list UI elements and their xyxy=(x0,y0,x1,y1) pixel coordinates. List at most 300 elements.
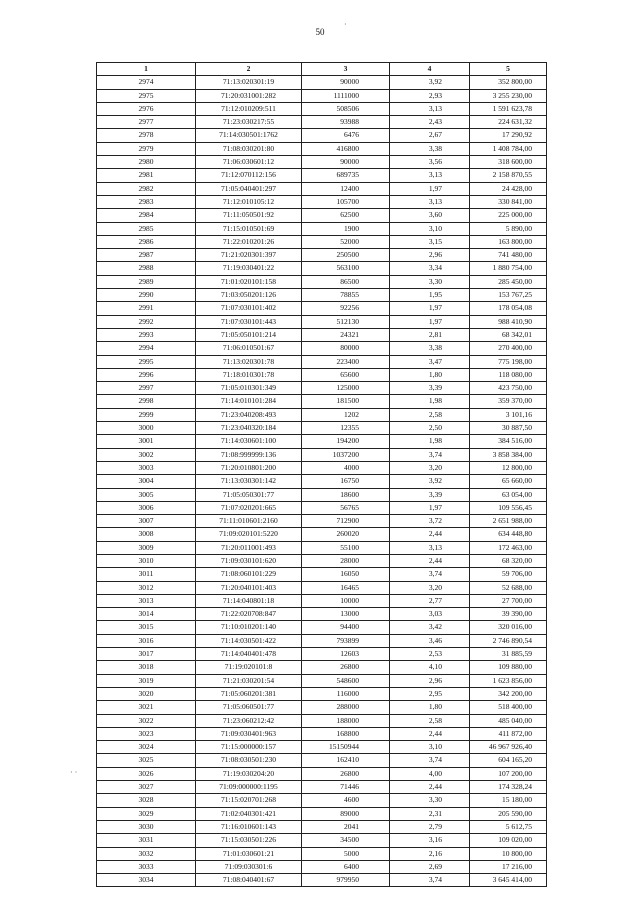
row-number-cell: 2999 xyxy=(97,408,196,421)
row-number-cell: 2974 xyxy=(97,76,196,89)
table-row xyxy=(97,275,547,288)
row-number-cell: 2977 xyxy=(97,116,196,129)
cadastral-number-cell: 71:15:030501:226 xyxy=(196,834,302,847)
cadastral-number-cell: 71:14:030501:1762 xyxy=(196,129,302,142)
value-cell: 31 885,59 xyxy=(470,648,547,661)
row-number-cell: 2992 xyxy=(97,315,196,328)
rate-cell: 2,95 xyxy=(390,687,470,700)
column-header-5: 5 xyxy=(470,63,547,76)
table-row xyxy=(97,368,547,381)
row-number-cell: 3025 xyxy=(97,754,196,767)
row-number-cell: 2985 xyxy=(97,222,196,235)
rate-cell: 3,39 xyxy=(390,488,470,501)
area-cell: 92256 xyxy=(302,302,390,315)
area-cell: 13000 xyxy=(302,608,390,621)
rate-cell: 3,30 xyxy=(390,275,470,288)
area-cell: 6400 xyxy=(302,860,390,873)
cadastral-number-cell: 71:22:020708:847 xyxy=(196,608,302,621)
rate-cell: 3,34 xyxy=(390,262,470,275)
value-cell: 604 165,20 xyxy=(470,754,547,767)
area-cell: 71446 xyxy=(302,781,390,794)
row-number-cell: 2990 xyxy=(97,289,196,302)
value-cell: 285 450,00 xyxy=(470,275,547,288)
area-cell: 24321 xyxy=(302,328,390,341)
area-cell: 416800 xyxy=(302,142,390,155)
rate-cell: 2,44 xyxy=(390,554,470,567)
table-row xyxy=(97,581,547,594)
rate-cell: 3,03 xyxy=(390,608,470,621)
value-cell: 634 448,80 xyxy=(470,528,547,541)
row-number-cell: 3001 xyxy=(97,435,196,448)
rate-cell: 2,58 xyxy=(390,714,470,727)
rate-cell: 4,10 xyxy=(390,661,470,674)
value-cell: 107 200,00 xyxy=(470,767,547,780)
cadastral-number-cell: 71:07:030101:402 xyxy=(196,302,302,315)
row-number-cell: 3006 xyxy=(97,501,196,514)
row-number-cell: 3020 xyxy=(97,687,196,700)
row-number-cell: 2983 xyxy=(97,195,196,208)
rate-cell: 2,81 xyxy=(390,328,470,341)
cadastral-number-cell: 71:05:010301:349 xyxy=(196,382,302,395)
cadastral-number-cell: 71:14:040401:478 xyxy=(196,648,302,661)
table-row xyxy=(97,834,547,847)
row-number-cell: 2976 xyxy=(97,102,196,115)
row-number-cell: 2980 xyxy=(97,156,196,169)
area-cell: 512130 xyxy=(302,315,390,328)
table-row xyxy=(97,608,547,621)
area-cell: 93988 xyxy=(302,116,390,129)
row-number-cell: 3018 xyxy=(97,661,196,674)
table-row xyxy=(97,222,547,235)
table-row xyxy=(97,727,547,740)
area-cell: 250500 xyxy=(302,249,390,262)
rate-cell: 1,95 xyxy=(390,289,470,302)
value-cell: 5 890,00 xyxy=(470,222,547,235)
cadastral-number-cell: 71:06:030601:12 xyxy=(196,156,302,169)
value-cell: 39 390,00 xyxy=(470,608,547,621)
rate-cell: 2,53 xyxy=(390,648,470,661)
rate-cell: 4,00 xyxy=(390,767,470,780)
row-number-cell: 2987 xyxy=(97,249,196,262)
cadastral-number-cell: 71:23:030217:55 xyxy=(196,116,302,129)
row-number-cell: 3022 xyxy=(97,714,196,727)
table-row xyxy=(97,342,547,355)
value-cell: 411 872,00 xyxy=(470,727,547,740)
row-number-cell: 3004 xyxy=(97,475,196,488)
table-row xyxy=(97,448,547,461)
row-number-cell: 2979 xyxy=(97,142,196,155)
rate-cell: 2,43 xyxy=(390,116,470,129)
value-cell: 2 746 890,54 xyxy=(470,634,547,647)
rate-cell: 2,44 xyxy=(390,781,470,794)
table-row xyxy=(97,674,547,687)
rate-cell: 3,13 xyxy=(390,102,470,115)
cadastral-number-cell: 71:07:020201:665 xyxy=(196,501,302,514)
cadastral-number-cell: 71:14:030601:100 xyxy=(196,435,302,448)
row-number-cell: 3016 xyxy=(97,634,196,647)
row-number-cell: 3014 xyxy=(97,608,196,621)
rate-cell: 2,58 xyxy=(390,408,470,421)
row-number-cell: 2998 xyxy=(97,395,196,408)
cadastral-number-cell: 71:14:010101:284 xyxy=(196,395,302,408)
rate-cell: 3,20 xyxy=(390,581,470,594)
rate-cell: 2,44 xyxy=(390,727,470,740)
column-header-1: 1 xyxy=(97,63,196,76)
area-cell: 62500 xyxy=(302,209,390,222)
value-cell: 775 198,00 xyxy=(470,355,547,368)
table-row xyxy=(97,501,547,514)
rate-cell: 3,39 xyxy=(390,382,470,395)
rate-cell: 1,98 xyxy=(390,435,470,448)
value-cell: 63 054,00 xyxy=(470,488,547,501)
table-row xyxy=(97,355,547,368)
value-cell: 225 000,00 xyxy=(470,209,547,222)
table-row xyxy=(97,554,547,567)
row-number-cell: 3017 xyxy=(97,648,196,661)
row-number-cell: 3019 xyxy=(97,674,196,687)
value-cell: 518 400,00 xyxy=(470,701,547,714)
table-row xyxy=(97,156,547,169)
area-cell: 34500 xyxy=(302,834,390,847)
area-cell: 260020 xyxy=(302,528,390,541)
cadastral-number-cell: 71:21:030201:54 xyxy=(196,674,302,687)
cadastral-number-cell: 71:19:030204:20 xyxy=(196,767,302,780)
table-row xyxy=(97,767,547,780)
table-row xyxy=(97,382,547,395)
table-row xyxy=(97,528,547,541)
value-cell: 68 320,00 xyxy=(470,554,547,567)
row-number-cell: 2997 xyxy=(97,382,196,395)
area-cell: 10000 xyxy=(302,594,390,607)
cadastral-number-cell: 71:19:020101:8 xyxy=(196,661,302,674)
row-number-cell: 3028 xyxy=(97,794,196,807)
area-cell: 52000 xyxy=(302,235,390,248)
area-cell: 65600 xyxy=(302,368,390,381)
table-row xyxy=(97,820,547,833)
value-cell: 27 700,00 xyxy=(470,594,547,607)
row-number-cell: 3000 xyxy=(97,422,196,435)
row-number-cell: 3009 xyxy=(97,541,196,554)
row-number-cell: 2996 xyxy=(97,368,196,381)
table-row xyxy=(97,249,547,262)
row-number-cell: 3026 xyxy=(97,767,196,780)
area-cell: 56765 xyxy=(302,501,390,514)
rate-cell: 2,50 xyxy=(390,422,470,435)
row-number-cell: 3003 xyxy=(97,461,196,474)
cadastral-number-cell: 71:23:060212:42 xyxy=(196,714,302,727)
area-cell: 94400 xyxy=(302,621,390,634)
table-row xyxy=(97,169,547,182)
column-header-3: 3 xyxy=(302,63,390,76)
table-row xyxy=(97,701,547,714)
cadastral-number-cell: 71:09:030101:620 xyxy=(196,554,302,567)
cadastral-number-cell: 71:08:060101:229 xyxy=(196,568,302,581)
cadastral-number-cell: 71:14:040801:18 xyxy=(196,594,302,607)
cadastral-number-cell: 71:09:030401:963 xyxy=(196,727,302,740)
table-row xyxy=(97,714,547,727)
column-header-4: 4 xyxy=(390,63,470,76)
cadastral-number-cell: 71:14:030501:422 xyxy=(196,634,302,647)
row-number-cell: 2993 xyxy=(97,328,196,341)
area-cell: 689735 xyxy=(302,169,390,182)
row-number-cell: 3024 xyxy=(97,741,196,754)
cadastral-number-cell: 71:21:020301:397 xyxy=(196,249,302,262)
rate-cell: 1,97 xyxy=(390,315,470,328)
data-table xyxy=(96,62,547,887)
table-row xyxy=(97,262,547,275)
table-row xyxy=(97,102,547,115)
value-cell: 5 612,75 xyxy=(470,820,547,833)
area-cell: 1111000 xyxy=(302,89,390,102)
table-header-row xyxy=(97,63,547,76)
rate-cell: 3,92 xyxy=(390,76,470,89)
rate-cell: 2,96 xyxy=(390,674,470,687)
table-row xyxy=(97,661,547,674)
scan-mark: · xyxy=(344,20,347,29)
area-cell: 223400 xyxy=(302,355,390,368)
value-cell: 178 054,08 xyxy=(470,302,547,315)
value-cell: 741 480,00 xyxy=(470,249,547,262)
row-number-cell: 3023 xyxy=(97,727,196,740)
table-row xyxy=(97,209,547,222)
cadastral-number-cell: 71:19:030401:22 xyxy=(196,262,302,275)
cadastral-number-cell: 71:02:040301:421 xyxy=(196,807,302,820)
table-row xyxy=(97,129,547,142)
cadastral-number-cell: 71:03:050201:126 xyxy=(196,289,302,302)
rate-cell: 3,13 xyxy=(390,195,470,208)
rate-cell: 1,97 xyxy=(390,501,470,514)
area-cell: 26800 xyxy=(302,767,390,780)
rate-cell: 2,16 xyxy=(390,847,470,860)
value-cell: 17 290,92 xyxy=(470,129,547,142)
row-number-cell: 3013 xyxy=(97,594,196,607)
rate-cell: 3,56 xyxy=(390,156,470,169)
rate-cell: 3,15 xyxy=(390,235,470,248)
value-cell: 224 631,32 xyxy=(470,116,547,129)
rate-cell: 3,13 xyxy=(390,169,470,182)
cadastral-number-cell: 71:05:060201:381 xyxy=(196,687,302,700)
area-cell: 288000 xyxy=(302,701,390,714)
rate-cell: 3,42 xyxy=(390,621,470,634)
table-row xyxy=(97,741,547,754)
value-cell: 46 967 926,40 xyxy=(470,741,547,754)
area-cell: 28000 xyxy=(302,554,390,567)
area-cell: 15150944 xyxy=(302,741,390,754)
rate-cell: 3,38 xyxy=(390,142,470,155)
row-number-cell: 2986 xyxy=(97,235,196,248)
rate-cell: 3,47 xyxy=(390,355,470,368)
table-row xyxy=(97,754,547,767)
area-cell: 181500 xyxy=(302,395,390,408)
row-number-cell: 3033 xyxy=(97,860,196,873)
area-cell: 86500 xyxy=(302,275,390,288)
table-row xyxy=(97,422,547,435)
area-cell: 16750 xyxy=(302,475,390,488)
rate-cell: 3,30 xyxy=(390,794,470,807)
value-cell: 65 660,00 xyxy=(470,475,547,488)
row-number-cell: 3029 xyxy=(97,807,196,820)
table-row xyxy=(97,648,547,661)
table-row xyxy=(97,687,547,700)
area-cell: 90000 xyxy=(302,76,390,89)
row-number-cell: 3007 xyxy=(97,515,196,528)
row-number-cell: 2991 xyxy=(97,302,196,315)
value-cell: 172 463,00 xyxy=(470,541,547,554)
table-row xyxy=(97,142,547,155)
rate-cell: 2,96 xyxy=(390,249,470,262)
row-number-cell: 2989 xyxy=(97,275,196,288)
value-cell: 1 408 784,00 xyxy=(470,142,547,155)
rate-cell: 3,16 xyxy=(390,834,470,847)
table-row xyxy=(97,328,547,341)
value-cell: 3 255 230,00 xyxy=(470,89,547,102)
cadastral-number-cell: 71:08:040401:67 xyxy=(196,874,302,887)
table-row xyxy=(97,781,547,794)
cadastral-number-cell: 71:15:000000:157 xyxy=(196,741,302,754)
rate-cell: 3,74 xyxy=(390,448,470,461)
table-row xyxy=(97,488,547,501)
value-cell: 1 623 856,00 xyxy=(470,674,547,687)
table-row xyxy=(97,235,547,248)
cadastral-number-cell: 71:10:010201:140 xyxy=(196,621,302,634)
area-cell: 105700 xyxy=(302,195,390,208)
value-cell: 352 800,00 xyxy=(470,76,547,89)
area-cell: 188000 xyxy=(302,714,390,727)
table-row xyxy=(97,182,547,195)
cadastral-number-cell: 71:16:010601:143 xyxy=(196,820,302,833)
area-cell: 194200 xyxy=(302,435,390,448)
value-cell: 15 180,00 xyxy=(470,794,547,807)
area-cell: 979950 xyxy=(302,874,390,887)
row-number-cell: 3002 xyxy=(97,448,196,461)
row-number-cell: 3005 xyxy=(97,488,196,501)
value-cell: 109 020,00 xyxy=(470,834,547,847)
value-cell: 384 516,00 xyxy=(470,435,547,448)
row-number-cell: 2981 xyxy=(97,169,196,182)
row-number-cell: 3021 xyxy=(97,701,196,714)
rate-cell: 3,74 xyxy=(390,754,470,767)
row-number-cell: 3034 xyxy=(97,874,196,887)
row-number-cell: 2975 xyxy=(97,89,196,102)
cadastral-number-cell: 71:11:050501:92 xyxy=(196,209,302,222)
cadastral-number-cell: 71:09:000000:1195 xyxy=(196,781,302,794)
cadastral-number-cell: 71:15:020701:268 xyxy=(196,794,302,807)
rate-cell: 2,93 xyxy=(390,89,470,102)
column-header-2: 2 xyxy=(196,63,302,76)
area-cell: 16050 xyxy=(302,568,390,581)
page-number: 50 xyxy=(315,27,325,37)
value-cell: 2 651 988,00 xyxy=(470,515,547,528)
rate-cell: 2,77 xyxy=(390,594,470,607)
table-row xyxy=(97,634,547,647)
cadastral-number-cell: 71:09:030301:6 xyxy=(196,860,302,873)
table-row xyxy=(97,116,547,129)
cadastral-number-cell: 71:08:999999:136 xyxy=(196,448,302,461)
table-row xyxy=(97,195,547,208)
area-cell: 1202 xyxy=(302,408,390,421)
value-cell: 270 400,00 xyxy=(470,342,547,355)
value-cell: 485 040,00 xyxy=(470,714,547,727)
value-cell: 342 200,00 xyxy=(470,687,547,700)
value-cell: 330 841,00 xyxy=(470,195,547,208)
value-cell: 1 880 754,00 xyxy=(470,262,547,275)
row-number-cell: 3027 xyxy=(97,781,196,794)
table-row xyxy=(97,794,547,807)
area-cell: 563100 xyxy=(302,262,390,275)
cadastral-number-cell: 71:20:040101:403 xyxy=(196,581,302,594)
cadastral-number-cell: 71:12:010209:511 xyxy=(196,102,302,115)
area-cell: 116000 xyxy=(302,687,390,700)
row-number-cell: 2995 xyxy=(97,355,196,368)
table-row xyxy=(97,860,547,873)
value-cell: 59 706,00 xyxy=(470,568,547,581)
rate-cell: 2,44 xyxy=(390,528,470,541)
table-row xyxy=(97,76,547,89)
rate-cell: 1,97 xyxy=(390,302,470,315)
area-cell: 168800 xyxy=(302,727,390,740)
area-cell: 90000 xyxy=(302,156,390,169)
table-row xyxy=(97,568,547,581)
cadastral-number-cell: 71:08:030201:80 xyxy=(196,142,302,155)
rate-cell: 1,80 xyxy=(390,368,470,381)
value-cell: 3 101,16 xyxy=(470,408,547,421)
rate-cell: 2,69 xyxy=(390,860,470,873)
cadastral-number-cell: 71:23:040208:493 xyxy=(196,408,302,421)
cadastral-number-cell: 71:18:010301:78 xyxy=(196,368,302,381)
value-cell: 3 645 414,00 xyxy=(470,874,547,887)
table-row xyxy=(97,621,547,634)
area-cell: 1900 xyxy=(302,222,390,235)
area-cell: 125000 xyxy=(302,382,390,395)
cadastral-number-cell: 71:20:031001:282 xyxy=(196,89,302,102)
rate-cell: 3,10 xyxy=(390,222,470,235)
area-cell: 712900 xyxy=(302,515,390,528)
area-cell: 80000 xyxy=(302,342,390,355)
value-cell: 68 342,01 xyxy=(470,328,547,341)
row-number-cell: 2994 xyxy=(97,342,196,355)
cadastral-number-cell: 71:05:050301:77 xyxy=(196,488,302,501)
area-cell: 12603 xyxy=(302,648,390,661)
row-number-cell: 2978 xyxy=(97,129,196,142)
area-cell: 16465 xyxy=(302,581,390,594)
table-row xyxy=(97,541,547,554)
area-cell: 1037200 xyxy=(302,448,390,461)
area-cell: 78855 xyxy=(302,289,390,302)
cadastral-number-cell: 71:12:070112:156 xyxy=(196,169,302,182)
cadastral-number-cell: 71:20:011001:493 xyxy=(196,541,302,554)
cadastral-number-cell: 71:07:030101:443 xyxy=(196,315,302,328)
table-body xyxy=(97,76,547,887)
row-number-cell: 3015 xyxy=(97,621,196,634)
area-cell: 18600 xyxy=(302,488,390,501)
area-cell: 6476 xyxy=(302,129,390,142)
cadastral-number-cell: 71:06:010501:67 xyxy=(196,342,302,355)
rate-cell: 2,67 xyxy=(390,129,470,142)
rate-cell: 3,92 xyxy=(390,475,470,488)
value-cell: 163 800,00 xyxy=(470,235,547,248)
area-cell: 5000 xyxy=(302,847,390,860)
table-row xyxy=(97,594,547,607)
row-number-cell: 3032 xyxy=(97,847,196,860)
value-cell: 988 410,90 xyxy=(470,315,547,328)
rate-cell: 1,98 xyxy=(390,395,470,408)
value-cell: 423 750,00 xyxy=(470,382,547,395)
row-number-cell: 3008 xyxy=(97,528,196,541)
table-row xyxy=(97,475,547,488)
cadastral-number-cell: 71:13:020301:19 xyxy=(196,76,302,89)
row-number-cell: 3030 xyxy=(97,820,196,833)
area-cell: 26800 xyxy=(302,661,390,674)
